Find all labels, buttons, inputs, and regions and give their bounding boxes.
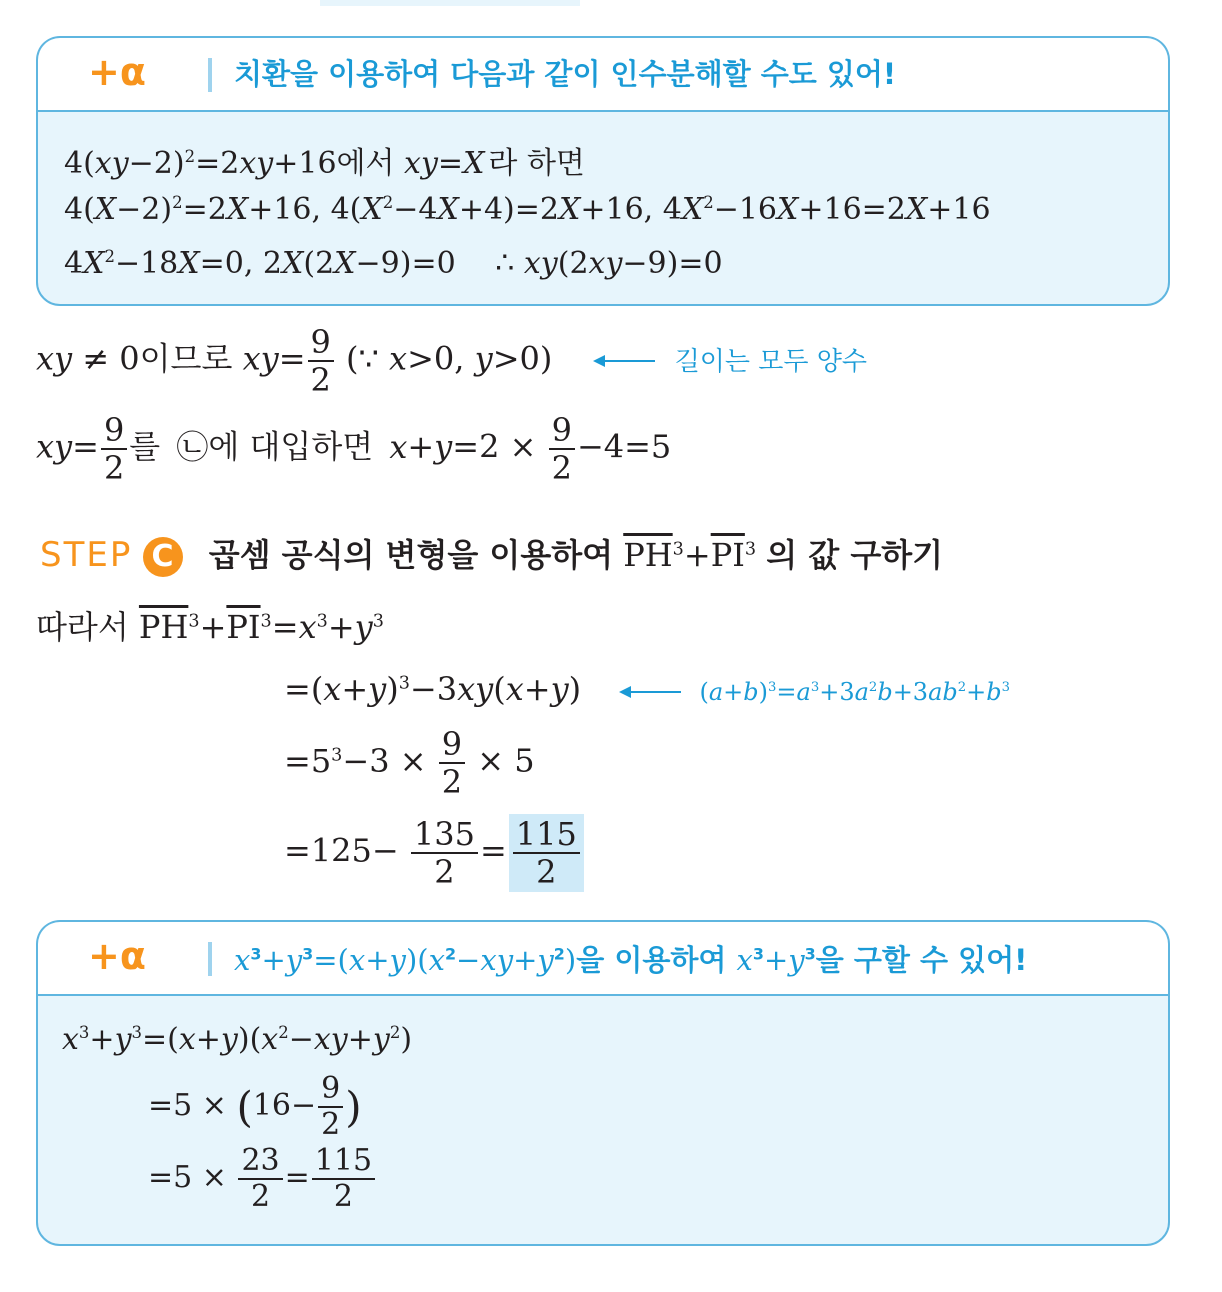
- tip-box-1-panel: [36, 110, 1170, 306]
- step-label: STEP: [40, 535, 133, 575]
- plus-alpha-icon: +α: [88, 934, 146, 978]
- box1-line-3: $4X^2-18X=0$, 2X(2X−9)=0 ∴ xy(2xy−9)=0: [64, 246, 723, 281]
- tip-box-2-heading: $x^3+y^3=(x+y)(x^2-xy+y^2)$을 이용하여 $x^3+y^3$을 구할 수 있어!: [234, 943, 1028, 977]
- main-line-1: xy ≠ 0이므로 xy= $\frac{9}{2}$ (∵ x>0, y>0) 길이는 모두 양수: [36, 323, 868, 399]
- divider-bar: [208, 58, 212, 92]
- divider-bar: [208, 942, 212, 976]
- tip-box-2-panel: [36, 994, 1170, 1246]
- step-c-heading: STEP C 곱셈 공식의 변형을 이용하여 $\overline{PH}^3+\overline{PI}^3$ 의 값 구하기: [40, 535, 944, 575]
- note-positive-lengths: 길이는 모두 양수: [674, 346, 868, 377]
- left-arrow-icon: [593, 353, 657, 369]
- tip-box-1-tab: [36, 36, 1170, 112]
- conclusion-line-1: 따라서 $\overline{PH}^3+\overline{PI}^3=x^3+y^3$: [36, 608, 384, 646]
- conclusion-line-2: $=(x+y)^3-3xy(x+y)$ $(a+b)^3=a^3+3a^2b+3ab^2+b^3$: [284, 670, 1011, 708]
- tip-box-1-heading: 치환을 이용하여 다음과 같이 인수분해할 수도 있어!: [234, 57, 897, 91]
- box2-line-3: =5 × $\frac{23}{2}$ = $\frac{115}{2}$: [148, 1146, 377, 1212]
- conclusion-line-4: =125− $\frac{135}{2}$ = $\frac{115}{2}$: [284, 814, 586, 892]
- conclusion-line-3: $=5^3-3$ × $\frac{9}{2}$ × 5: [284, 725, 535, 801]
- plus-alpha-icon: +α: [88, 50, 146, 94]
- box1-line-2: $4(X-2)^2=2X+16$, $4(X^2-4X+4)=2X+16$, $4X^2-16X+16=2X+16$: [64, 192, 991, 227]
- box2-line-2: =5 × (16− $\frac{9}{2}$ ): [148, 1071, 362, 1142]
- box2-line-1: $x^3+y^3=(x+y)(x^2-xy+y^2)$: [62, 1022, 413, 1057]
- box1-line-1: $4(xy-2)^2=2xy+16$에서 xy=X 라 하면: [64, 146, 585, 181]
- tip-box-2-tab: [36, 920, 1170, 996]
- answer-highlight: $\frac{115}{2}$: [509, 814, 584, 892]
- step-c-badge: C: [143, 537, 183, 577]
- left-arrow-icon: [619, 684, 683, 700]
- main-line-2: xy= $\frac{9}{2}$ 를 ㉡에 대입하면 x+y=2 × $\frac{9}{2}$ −4=5: [36, 411, 672, 487]
- cutoff-line: [30, 0, 630, 6]
